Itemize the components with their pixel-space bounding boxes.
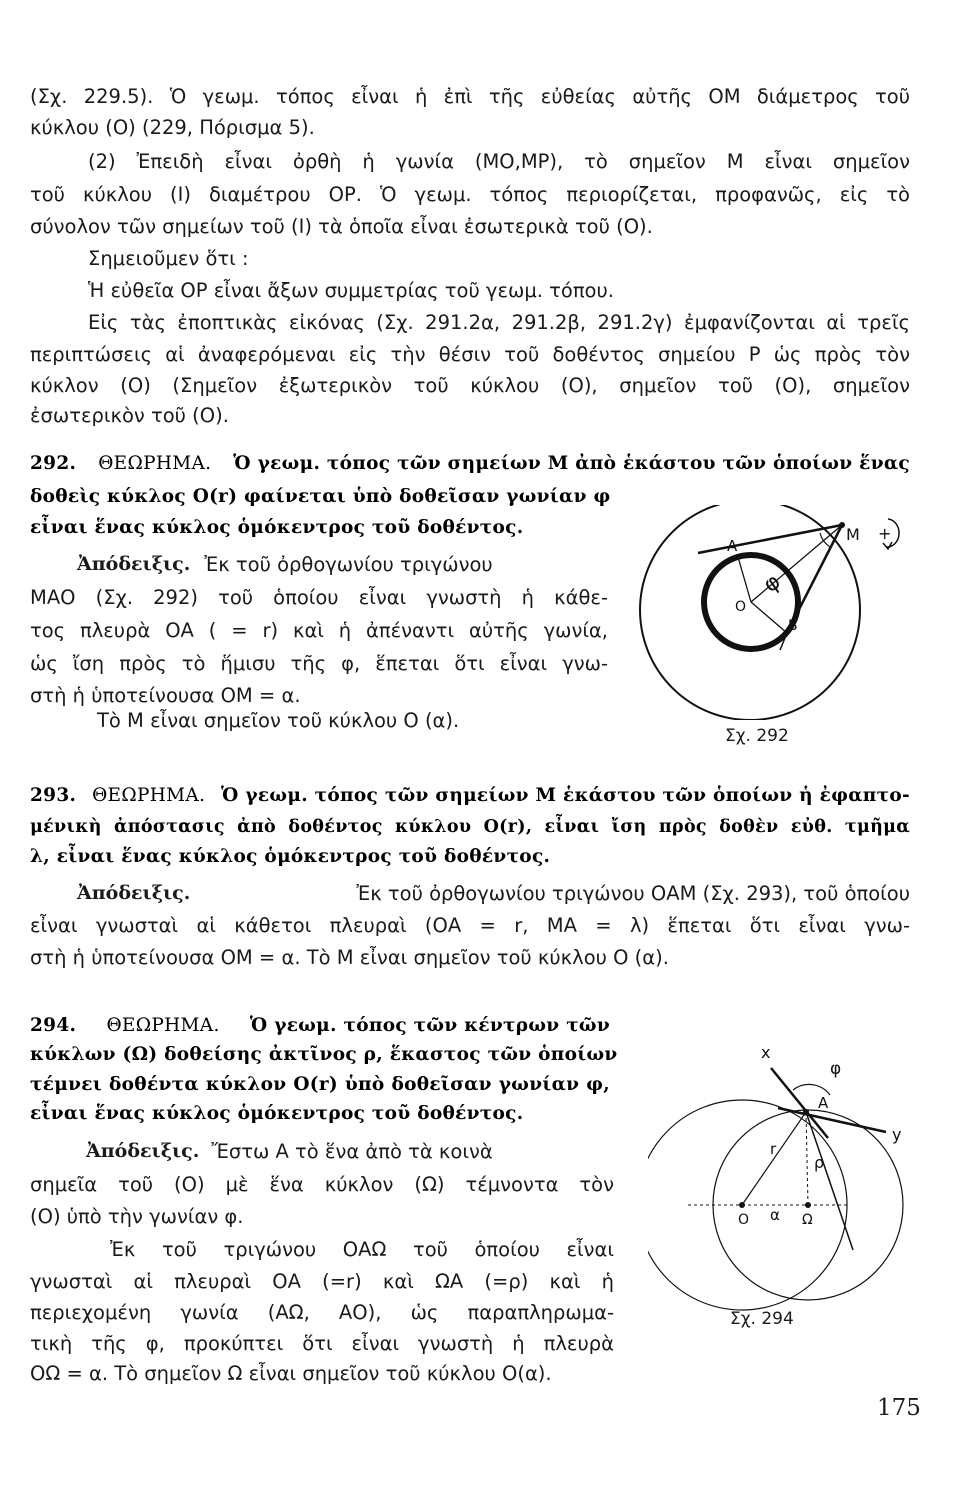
theorem-label: ΘΕΩΡΗΜΑ. [106, 1015, 220, 1036]
label-plus: + [878, 524, 892, 543]
figure-caption: Σχ. 294 [730, 1309, 794, 1329]
radius-omega-a [806, 1112, 808, 1205]
theorem-number: 292. [30, 453, 77, 474]
theorem-statement: μένικὴ ἀπόστασις ἀπὸ δοθέντος κύκλου Ο(r), εἶναι ἴση πρὸς δοθὲν εὐθ. τμῆμα [30, 817, 910, 837]
figure-294 [648, 1040, 923, 1315]
proof-label: Ἀπόδειξις. [77, 553, 191, 575]
page-number: 175 [877, 1395, 921, 1421]
theorem-statement: τέμνει δοθέντα κύκλον Ο(r) ὑπὸ δοθεῖσαν γωνίαν φ, [30, 1074, 610, 1095]
point-o [739, 1202, 745, 1208]
text-line: σημεῖα τοῦ (Ο) μὲ ἕνα κύκλον (Ω) τέμνοντα τὸν [30, 1173, 614, 1196]
label-b: Β [788, 618, 798, 634]
secant-line [806, 1112, 853, 1250]
point-omega [805, 1202, 811, 1208]
text-line: περιπτώσεις αἱ ἀναφερόμεναι εἰς τὴν θέσιν τοῦ δοθέντος σημείου Ρ ὡς πρὸς τὸν [30, 343, 910, 366]
label-phi: φ [830, 1059, 842, 1079]
text-line: Εἰς τὰς ἐποπτικὰς εἰκόνας (Σχ. 291.2α, 291.2β, 291.2γ) ἐμφανίζονται αἱ τρεῖς [88, 311, 910, 334]
theorem-statement: εἶναι ἕνας κύκλος ὁμόκεντρος τοῦ δοθέντος. [30, 1103, 524, 1124]
label-rho: ρ [814, 1153, 825, 1172]
proof-first-line [86, 1140, 620, 1163]
text-line: Ἡ εὐθεῖα ΟΡ εἶναι ἄξων συμμετρίας τοῦ γεωμ. τόπου. [88, 279, 614, 302]
theorem-statement: κύκλων (Ω) δοθείσης ἀκτῖνος ρ, ἕκαστος τῶν ὁποίων [30, 1044, 618, 1065]
text-line: περιεχομένη γωνία (ΑΩ, ΑΟ), ὡς παραπληρωμα- [30, 1301, 614, 1324]
theorem-label: ΘΕΩΡΗΜΑ. [92, 785, 206, 806]
text-line: Σημειοῦμεν ὅτι : [88, 247, 249, 270]
text-line: σύνολον τῶν σημείων τοῦ (Ι) τὰ ὁποῖα εἶναι ἐσωτερικὰ τοῦ (Ο). [30, 215, 653, 238]
text-line: (Ο) ὑπὸ τὴν γωνίαν φ. [30, 1205, 244, 1228]
label-phi: φ [759, 569, 786, 598]
text-line: (2) Ἐπειδὴ εἶναι ὀρθὴ ἡ γωνία (ΜΟ,ΜΡ), τὸ σημεῖον Μ εἶναι σημεῖον [88, 150, 910, 173]
label-a: Α [727, 537, 738, 555]
label-r: r [770, 1140, 777, 1158]
proof-label: Ἀπόδειξις. [86, 1140, 200, 1162]
label-y: y [892, 1125, 902, 1144]
text-line: ΟΩ = α. Τὸ σημεῖον Ω εἶναι σημεῖον τοῦ κύκλου Ο(α). [30, 1362, 552, 1385]
theorem-statement: Ὁ γεωμ. τόπος τῶν σημείων Μ ἑκάστου τῶν ὁποίων ἡ ἐφαπτο- [221, 785, 910, 806]
text-line: κύκλου (Ο) (229, Πόρισμα 5). [30, 116, 315, 139]
label-m: Μ [846, 525, 860, 544]
radius-oa [742, 1112, 806, 1205]
text-line: στὴ ἡ ὑποτείνουσα ΟΜ = α. [30, 684, 301, 707]
figure-caption: Σχ. 292 [725, 726, 789, 746]
text-line: τικὴ τῆς φ, προκύπτει ὅτι εἶναι γνωστὴ ἡ πλευρὰ [30, 1332, 614, 1355]
theorem-number: 293. [30, 785, 77, 806]
text-line: στὴ ἡ ὑποτείνουσα ΟΜ = α. Τὸ Μ εἶναι σημεῖον τοῦ κύκλου Ο (α). [30, 946, 669, 969]
theorem-number: 294. [30, 1015, 77, 1036]
text-line: εἶναι γνωσταὶ αἱ κάθετοι πλευραὶ (ΟΑ = r, ΜΑ = λ) ἕπεται ὅτι εἶναι γνω- [30, 914, 910, 937]
text-line: γνωσταὶ αἱ πλευραὶ ΟΑ (=r) καὶ ΩΑ (=ρ) καὶ ἡ [30, 1270, 614, 1293]
theorem-heading [30, 1015, 610, 1036]
label-a: Α [818, 1094, 829, 1112]
theorem-statement: Ὁ γεωμ. τόπος τῶν σημείων Μ ἀπὸ ἑκάστου τῶν ὁποίων ἕνας [233, 453, 910, 474]
proof-label: Ἀπόδειξις. [77, 882, 191, 904]
theorem-statement: εἶναι ἕνας κύκλος ὁμόκεντρος τοῦ δοθέντος. [30, 517, 524, 538]
theorem-statement: Ὁ γεωμ. τόπος τῶν κέντρων τῶν [249, 1015, 610, 1036]
label-alpha: α [770, 1206, 780, 1224]
text-line: ἐσωτερικὸν τοῦ (Ο). [30, 404, 229, 427]
theorem-statement: λ, εἶναι ἕνας κύκλος ὁμόκεντρος τοῦ δοθέντος. [30, 846, 551, 867]
label-o: Ο [735, 599, 747, 615]
text-line: ὡς ἴση πρὸς τὸ ἥμισυ τῆς φ, ἕπεται ὅτι εἶναι γνω- [30, 652, 608, 675]
proof-text: Ἔστω Α τὸ ἕνα ἀπὸ τὰ κοινὰ [211, 1140, 493, 1163]
proof-text: Ἐκ τοῦ ὀρθογωνίου τριγώνου [204, 553, 493, 576]
text-line: Τὸ Μ εἶναι σημεῖον τοῦ κύκλου Ο (α). [97, 709, 460, 732]
text-line: Ἐκ τοῦ τριγώνου ΟΑΩ τοῦ ὁποίου εἶναι [110, 1238, 614, 1261]
text-line: (Σχ. 229.5). Ὁ γεωμ. τόπος εἶναι ἡ ἐπὶ τῆς εὐθείας αὐτῆς ΟΜ διάμετρος τοῦ [30, 85, 910, 108]
text-line: τος πλευρὰ ΟΑ ( = r) καὶ ἡ ἀπέναντι αὐτῆς γωνία, [30, 619, 608, 642]
text-line: κύκλον (Ο) (Σημεῖον ἐξωτερικὸν τοῦ κύκλου (Ο), σημεῖον τοῦ (Ο), σημεῖον [30, 374, 910, 397]
theorem-label: ΘΕΩΡΗΜΑ. [98, 453, 212, 474]
theorem-statement: δοθεὶς κύκλος Ο(r) φαίνεται ὑπὸ δοθεῖσαν γωνίαν φ [30, 486, 611, 507]
point-a [803, 1109, 809, 1115]
label-o: Ο [738, 1212, 750, 1228]
proof-text: Ἐκ τοῦ ὀρθογωνίου τριγώνου ΟΑΜ (Σχ. 293), τοῦ ὁποίου [356, 882, 910, 905]
label-x: x [761, 1043, 771, 1062]
text-line: ΜΑΟ (Σχ. 292) τοῦ ὁποίου εἶναι γνωστὴ ἡ κάθε- [30, 586, 608, 609]
label-omega: Ω [802, 1212, 813, 1228]
text-line: τοῦ κύκλου (Ι) διαμέτρου ΟΡ. Ὁ γεωμ. τόπος περιορίζεται, προφανῶς, εἰς τὸ [30, 183, 910, 206]
